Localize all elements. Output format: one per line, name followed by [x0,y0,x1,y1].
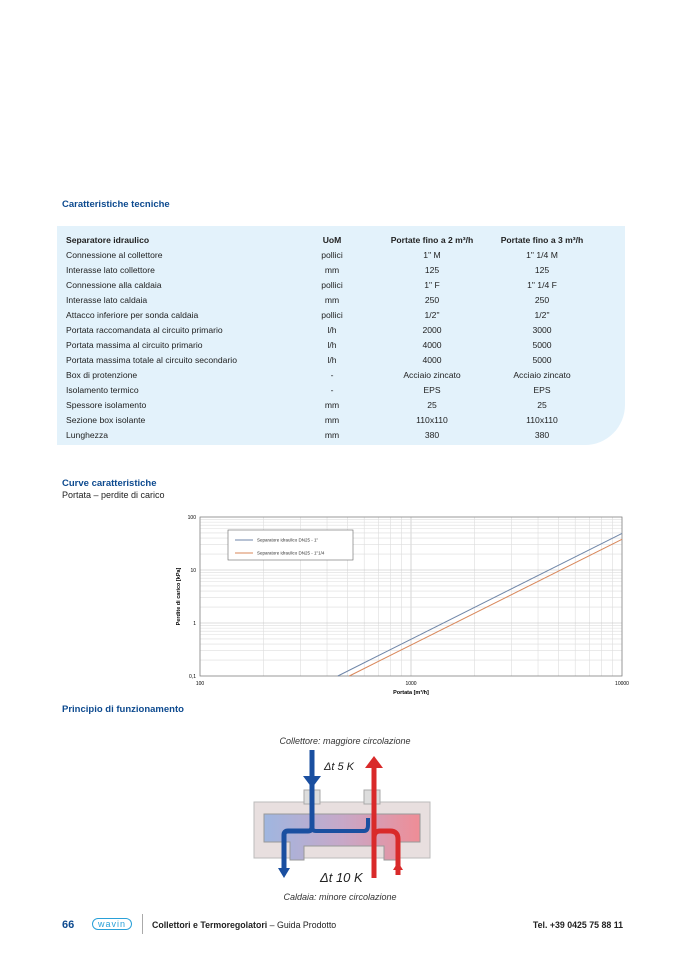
table-row [62,368,596,383]
curves-subtitle: Portata – perdite di carico [62,490,165,500]
table-cell: Lunghezza [66,430,109,440]
table-cell: - [330,370,334,380]
table-cell: 1" F [424,280,440,290]
y-tick-label: 100 [187,515,196,521]
table-cell: pollici [321,250,343,260]
x-axis-label: Portata [m³/h] [393,690,429,696]
table-cell: 1/2" [424,310,440,320]
x-tick-label: 100 [195,681,205,687]
header-cell: Portate fino a 2 m³/h [390,235,474,245]
series-line-2 [349,539,622,676]
specs-title: Caratteristiche tecniche [62,199,170,210]
table-cell: Acciaio zincato [513,370,571,380]
table-row [62,353,596,368]
table-cell: 2000 [422,325,442,335]
table-cell: 1" 1/4 F [527,280,557,290]
table-cell: Acciaio zincato [403,370,461,380]
delta-t-top: Δt 5 K [324,761,355,773]
y-axis-label: Perdite di carico [kPa] [176,567,182,626]
specs-table [62,233,596,443]
table-cell: Isolamento termico [66,385,139,395]
table-row [62,248,596,263]
table-cell: Portata massima totale al circuito secondario [66,355,237,365]
table-cell: 110x110 [416,415,448,425]
table-cell: EPS [423,385,441,395]
table-cell: 250 [424,295,440,305]
y-tick-label: 10 [190,568,196,574]
table-row [62,338,596,353]
table-cell: mm [324,265,340,275]
table-cell: 4000 [422,340,442,350]
footer-title: Collettori e Termoregolatori [152,920,268,930]
table-row [62,263,596,278]
table-cell: Sezione box isolante [66,415,146,425]
series-line-1 [338,533,622,676]
table-cell: 380 [534,430,550,440]
table-cell: 380 [424,430,440,440]
table-row [62,428,596,443]
table-cell: Interasse lato caldaia [66,295,148,305]
footer-phone: Tel. +39 0425 75 88 11 [532,920,623,930]
top-caption: Collettore: maggiore circolazione [279,736,411,746]
legend-box [228,530,353,560]
wavin-logo: wavin [92,918,132,930]
table-row [62,323,596,338]
principle-title: Principio di funzionamento [62,704,184,715]
table-cell: Connessione alla caldaia [66,280,162,290]
table-cell: 110x110 [526,415,558,425]
table-cell: 1" 1/4 M [526,250,558,260]
table-row [62,413,596,428]
table-cell: pollici [321,280,343,290]
table-row [62,398,596,413]
table-row [62,383,596,398]
table-cell: 25 [427,400,437,410]
table-cell: Portata massima al circuito primario [66,340,203,350]
table-cell: - [330,385,334,395]
x-tick-label: 10000 [615,681,629,687]
table-cell: mm [324,400,340,410]
table-cell: 1" M [423,250,441,260]
table-cell: Connessione al collettore [66,250,163,260]
x-tick-label: 1000 [405,681,417,687]
table-cell: mm [324,295,340,305]
table-cell: Portata raccomandata al circuito primario [66,325,223,335]
table-cell: mm [324,415,340,425]
table-cell: mm [324,430,340,440]
table-cell: Interasse lato collettore [66,265,155,275]
delta-t-bottom: Δt 10 K [320,870,363,885]
bottom-caption: Caldaia: minore circolazione [283,892,397,902]
y-tick-label: 0,1 [189,674,196,680]
table-cell: 125 [424,265,440,275]
table-cell: 5000 [532,355,552,365]
separator-diagram [240,730,460,910]
legend-label: Separatore idraulico DN25 - 1" [257,537,319,543]
table-header [62,233,596,248]
table-cell: l/h [327,340,337,350]
table-cell: Spessore isolamento [66,400,147,410]
table-cell: 1/2" [534,310,550,320]
table-row [62,278,596,293]
separator-body [254,790,430,860]
table-cell: 3000 [532,325,552,335]
header-cell: UoM [322,235,342,245]
legend-label: Separatore idraulico DN25 - 1"1/4 [257,550,325,556]
table-cell: Attacco inferiore per sonda caldaia [66,310,199,320]
table-cell: EPS [533,385,551,395]
pressure-loss-chart [165,508,635,698]
table-row [62,308,596,323]
table-cell: 25 [537,400,547,410]
table-cell: l/h [327,325,337,335]
table-cell: 4000 [422,355,442,365]
table-row [62,293,596,308]
page-number: 66 [62,919,75,931]
header-cell: Separatore idraulico [66,235,150,245]
table-cell: 5000 [532,340,552,350]
table-cell: Box di protenzione [66,370,138,380]
table-cell: 125 [534,265,550,275]
table-cell: pollici [321,310,343,320]
header-cell: Portate fino a 3 m³/h [500,235,584,245]
footer-divider [142,914,143,934]
table-cell: l/h [327,355,337,365]
curves-title: Curve caratteristiche [62,478,157,489]
table-cell: 250 [534,295,550,305]
footer-subtitle: – Guida Prodotto [267,920,337,930]
y-tick-label: 1 [193,621,196,627]
